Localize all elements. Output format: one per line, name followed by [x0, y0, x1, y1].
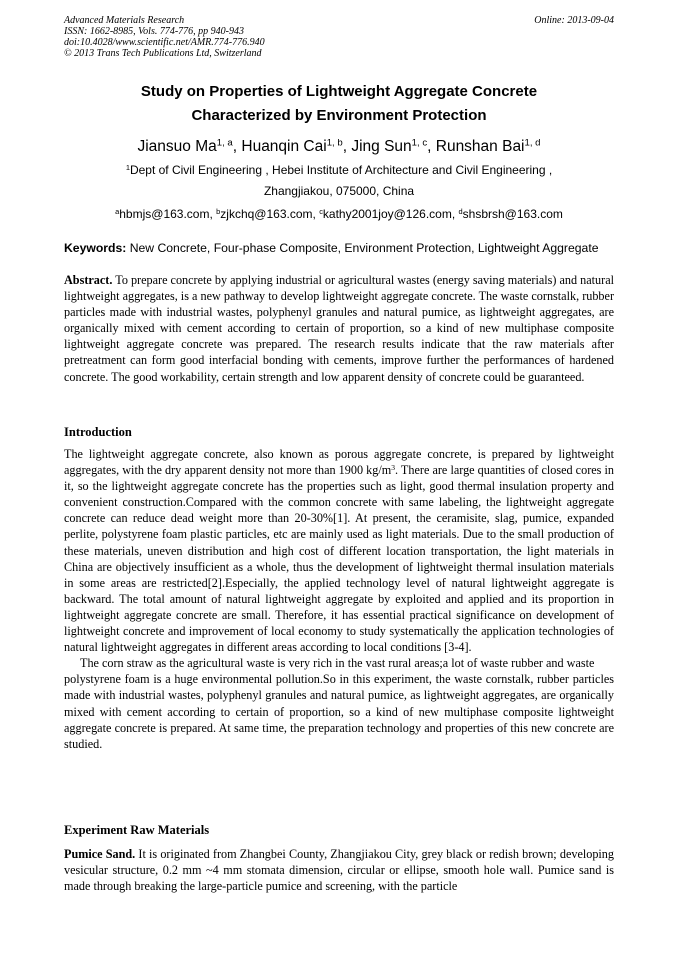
affiliation-marker: 1 [125, 162, 130, 172]
journal-issn: ISSN: 1662-8985, Vols. 774-776, pp 940-943 [64, 26, 244, 37]
paragraph: The lightweight aggregate concrete, also known as porous aggregate concrete, is prepared by lightweight aggregates, with the dry apparent density not more than 1900 $kg/m^3$. There are large quantities of closed cores in it, so the lightweight aggregate concrete has the properties such as light, good thermal insulation property and convenient construction.Compared with the common concrete with same labeling, the lightweight aggregate concrete can reduce dead weight more than 20-30%[1]. At present, the ceramisite, slag, pumice, expanded perlite, polystyrene foam plastic particles, etc are mainly used as light materials. Due to the small production of these materials, uneven distribution and high cost of different location transportation, the light materials in China are objectively insufficient as a whole, thus the development of lightweight thermal insulation materials in some areas are restricted[2].Especially, the applied technology level of natural lightweight aggregate is backward. The total amount of natural lightweight aggregate by exploited and applied and its proportion in lightweight aggregate concrete are small. Therefore, it has essential practical significance on development of lightweight concrete and improvement of local economy to study systematically the application technologies of natural lightweight aggregates in different areas according to local conditions [3-4]. [64, 447, 614, 655]
affiliation-line: Dept of Civil Engineering , Hebei Institute of Architecture and Civil Engineering , [129, 163, 553, 177]
email-address: kathy2001joy@126.com [322, 207, 452, 221]
abstract-label: Abstract. [64, 273, 113, 287]
author-list [40, 137, 638, 157]
author-name: Runshan Bai [435, 138, 525, 155]
author-name: Huanqin Cai [241, 138, 327, 155]
author: Jiansuo Ma$^{1, a}$, [137, 137, 242, 155]
email-list [40, 205, 638, 223]
affiliation [40, 160, 638, 202]
journal-header [64, 15, 265, 59]
author [436, 138, 541, 155]
email-address: zjkchq@163.com [220, 207, 313, 221]
email [459, 207, 563, 221]
title-line: Study on Properties of Lightweight Aggregate Concrete [140, 83, 538, 100]
email-marker: a [115, 206, 120, 216]
author-name: Jing Sun [351, 138, 412, 155]
keywords-text: New Concrete, Four-phase Composite, Environment Protection, Lightweight Aggregate [126, 241, 599, 255]
email-marker: d [458, 206, 463, 216]
introduction-body [64, 446, 614, 752]
abstract [64, 272, 614, 385]
author-marker: 1, d [524, 137, 541, 149]
journal-copyright: © 2013 Trans Tech Publications Ltd, Switzerland [64, 48, 262, 59]
subsection-label: Pumice Sand. [64, 847, 136, 861]
email-marker: b [216, 206, 221, 216]
keywords [64, 240, 624, 256]
paragraph-text: It is originated from Zhangbei County, Zhangjiakou City, grey black or redish brown; developing vesicular structure, 0.2 mm ~4 mm stomata dimension, circular or ellipse, smooth hole wall. Pumice sand is made through breaking the large-particle pumice and screening, with the particle [64, 847, 614, 894]
title-line: Characterized by Environment Protection [191, 107, 487, 124]
email-marker: c [319, 206, 323, 216]
author-marker: 1, a [216, 137, 233, 149]
email-address: hbmjs@163.com [119, 207, 210, 221]
author: Jing Sun$^{1, c}$, [351, 137, 436, 155]
abstract-text: To prepare concrete by applying industrial or agricultural wastes (energy saving materials) and natural lightweight aggregates, is a new pathway to develop lightweight aggregate concrete. The waste cornstalk, rubber particles made with industrial wastes, polyphenyl granules and natural pumice, as lightweight aggregates, are organically mixed with cement according to certain of proportion, so a kind of new multiphase composite lightweight aggregate concrete was prepared. The research results indicate that the raw materials after pretreatment can form good interfacial bonding with cements, improve further the performances of hardened concrete. The good workability, certain strength and low apparent density of concrete could be guaranteed. [64, 273, 614, 384]
affiliation-line: Zhangjiakou, 075000, China [263, 184, 415, 198]
paper-title [40, 80, 638, 128]
author: Huanqin Cai$^{1, b}$, [241, 137, 352, 155]
paragraph-line: The corn straw as the agricultural waste is very rich in the vast rural areas;a lot of waste rubber and waste [80, 656, 595, 671]
paragraph: polystyrene foam is a huge environmental pollution.So in this experiment, the waste cornstalk, rubber particles made with industrial wastes, polyphenyl granules and natural pumice, as lightweight aggregates, are organically mixed with cement according to certain of proportion, so a kind of new multiphase composite lightweight aggregate concrete is prepared. At same time, the preparation technology and properties of this new concrete are studied. [64, 672, 614, 751]
section-heading-introduction: Introduction [64, 425, 132, 439]
email: $^b$zjkchq@163.com, [216, 206, 320, 221]
journal-doi: doi:10.4028/www.scientific.net/AMR.774-776.940 [64, 37, 265, 48]
email: $^c$kathy2001joy@126.com, [319, 206, 459, 221]
email-address: shsbrsh@163.com [462, 207, 563, 221]
author-name: Jiansuo Ma [137, 138, 217, 155]
author-marker: 1, c [411, 137, 428, 149]
author-marker: 1, b [326, 137, 343, 149]
journal-name: Advanced Materials Research [64, 15, 185, 26]
email: $^a$hbmjs@163.com, [115, 206, 217, 221]
online-date: Online: 2013-09-04 [534, 15, 614, 26]
keywords-label: Keywords: [64, 241, 127, 255]
pumice-sand-paragraph [64, 846, 614, 894]
section-heading-experiment: Experiment Raw Materials [64, 823, 210, 837]
